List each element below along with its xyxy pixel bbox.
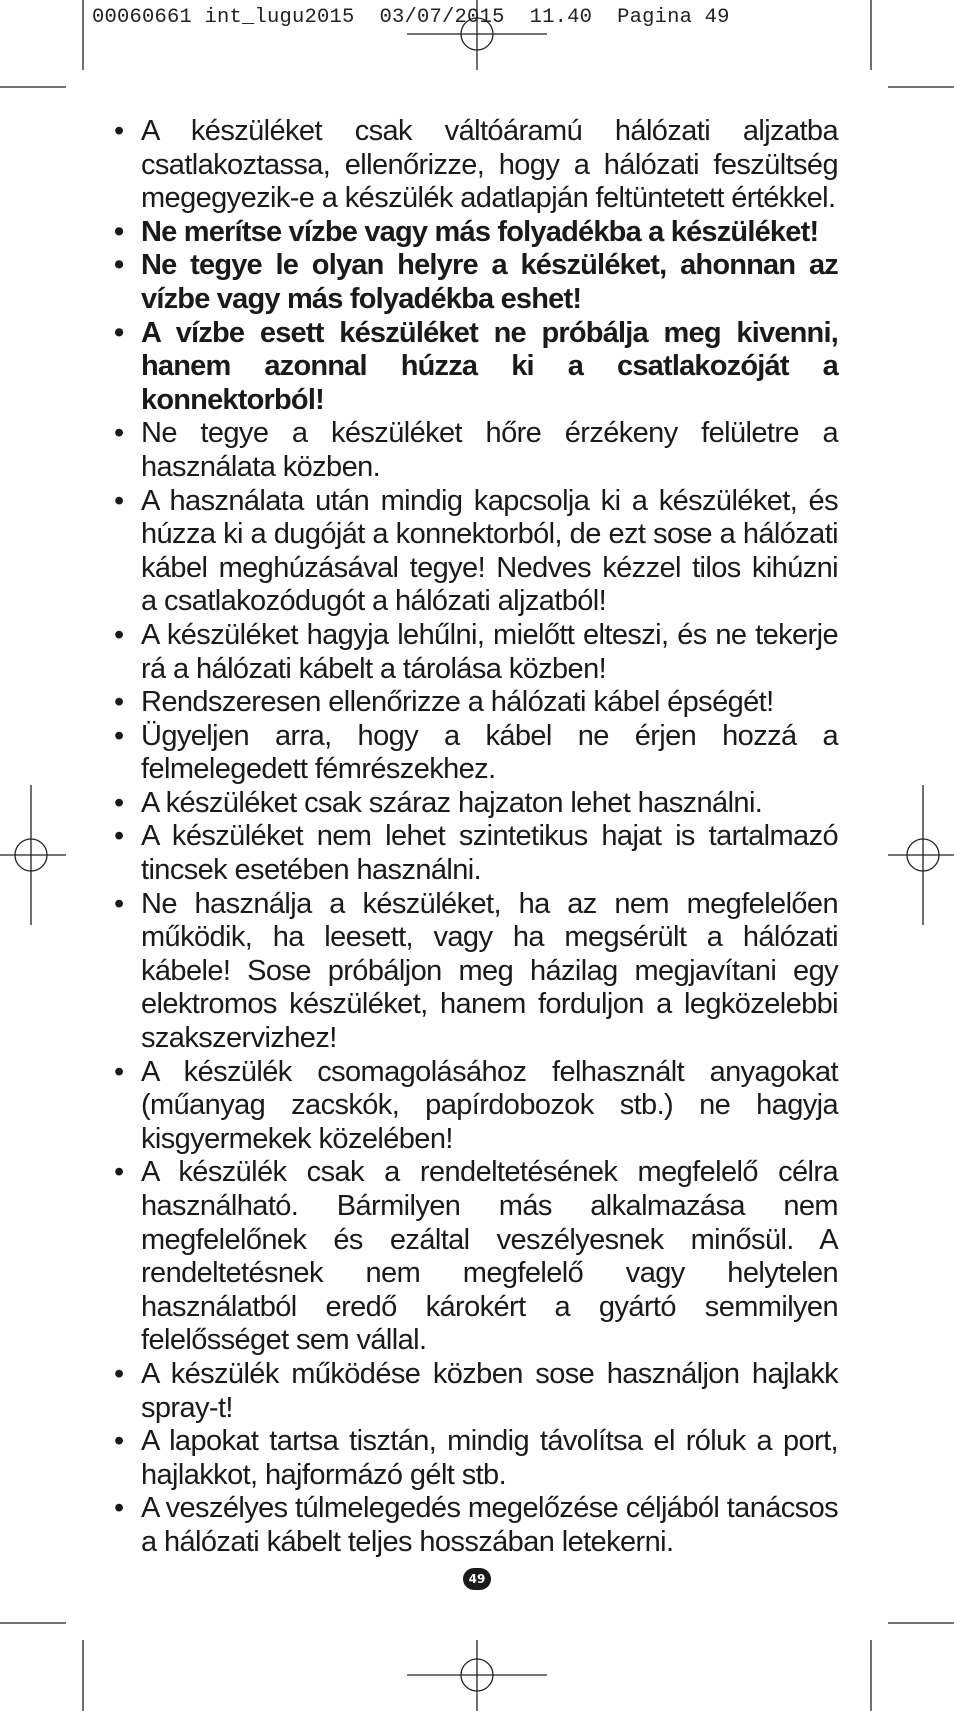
page-number-badge: 49	[463, 1568, 491, 1590]
safety-list-item: • A készüléket nem lehet szintetikus hajat is tartalmazó tincsek esetében használni.	[112, 820, 838, 887]
safety-list-item: • A használata után mindig kapcsolja ki a készüléket, és húzza ki a dugóját a konnektorból, de ezt sose a hálózati kábel meghúzásával tegye! Nedves kézzel tilos kihúzni a csatlakozódugót a hálózati aljzatból!	[112, 485, 838, 619]
safety-list-item: • A lapokat tartsa tisztán, mindig távolítsa el róluk a port, hajlakkot, hajformázó gélt stb.	[112, 1425, 838, 1492]
safety-list-item: • Ne tegye a készüléket hőre érzékeny felületre a használata közben.	[112, 417, 838, 484]
safety-list-item: • Ne tegye le olyan helyre a készüléket, ahonnan az vízbe vagy más folyadékba eshet!	[112, 249, 838, 316]
safety-list-item: • A készüléket csak váltóáramú hálózati aljzatba csatlakoztassa, ellenőrizze, hogy a hálózati feszültség megegyezik-e a készülék adatlapján feltüntetett értékkel.	[112, 115, 838, 216]
safety-list-item: • A készülék csak a rendeltetésének megfelelő célra használható. Bármilyen más alkalmazása nem megfelelőnek és ezáltal veszélyesnek minősül. A rendeltetésnek nem megfelelő vagy helytelen használatból eredő károkért a gyártó semmilyen felelősséget sem vállal.	[112, 1156, 838, 1358]
safety-list-item: • A veszélyes túlmelegedés megelőzése céljából tanácsos a hálózati kábelt teljes hosszában letekerni.	[112, 1492, 838, 1559]
safety-list-item: • A vízbe esett készüléket ne próbálja meg kivenni, hanem azonnal húzza ki a csatlakozóját a konnektorból!	[112, 317, 838, 418]
safety-instructions-list	[112, 115, 838, 1560]
safety-list-item: • A készüléket csak száraz hajzaton lehet használni.	[112, 787, 838, 821]
safety-list-item: • Rendszeresen ellenőrizze a hálózati kábel épségét!	[112, 686, 838, 720]
print-slug-header: 00060661 int_lugu2015 03/07/2015 11.40 Pagina 49	[92, 6, 730, 29]
safety-list-item: • Ne merítse vízbe vagy más folyadékba a készüléket!	[112, 216, 838, 250]
safety-list-item: • A készüléket hagyja lehűlni, mielőtt elteszi, és ne tekerje rá a hálózati kábelt a tárolása közben!	[112, 619, 838, 686]
safety-list-item: • A készülék csomagolásához felhasznált anyagokat (műanyag zacskók, papírdobozok stb.) ne hagyja kisgyermekek közelében!	[112, 1056, 838, 1157]
safety-list-item: • Ügyeljen arra, hogy a kábel ne érjen hozzá a felmelegedett fémrészekhez.	[112, 720, 838, 787]
safety-list-item: • Ne használja a készüléket, ha az nem megfelelően működik, ha leesett, vagy ha megsérült a hálózati kábele! Sose próbáljon meg házilag megjavítani egy elektromos készüléket, hanem forduljon a legközelebbi szakszervizhez!	[112, 888, 838, 1056]
safety-list-item: • A készülék működése közben sose használjon hajlakk spray-t!	[112, 1358, 838, 1425]
